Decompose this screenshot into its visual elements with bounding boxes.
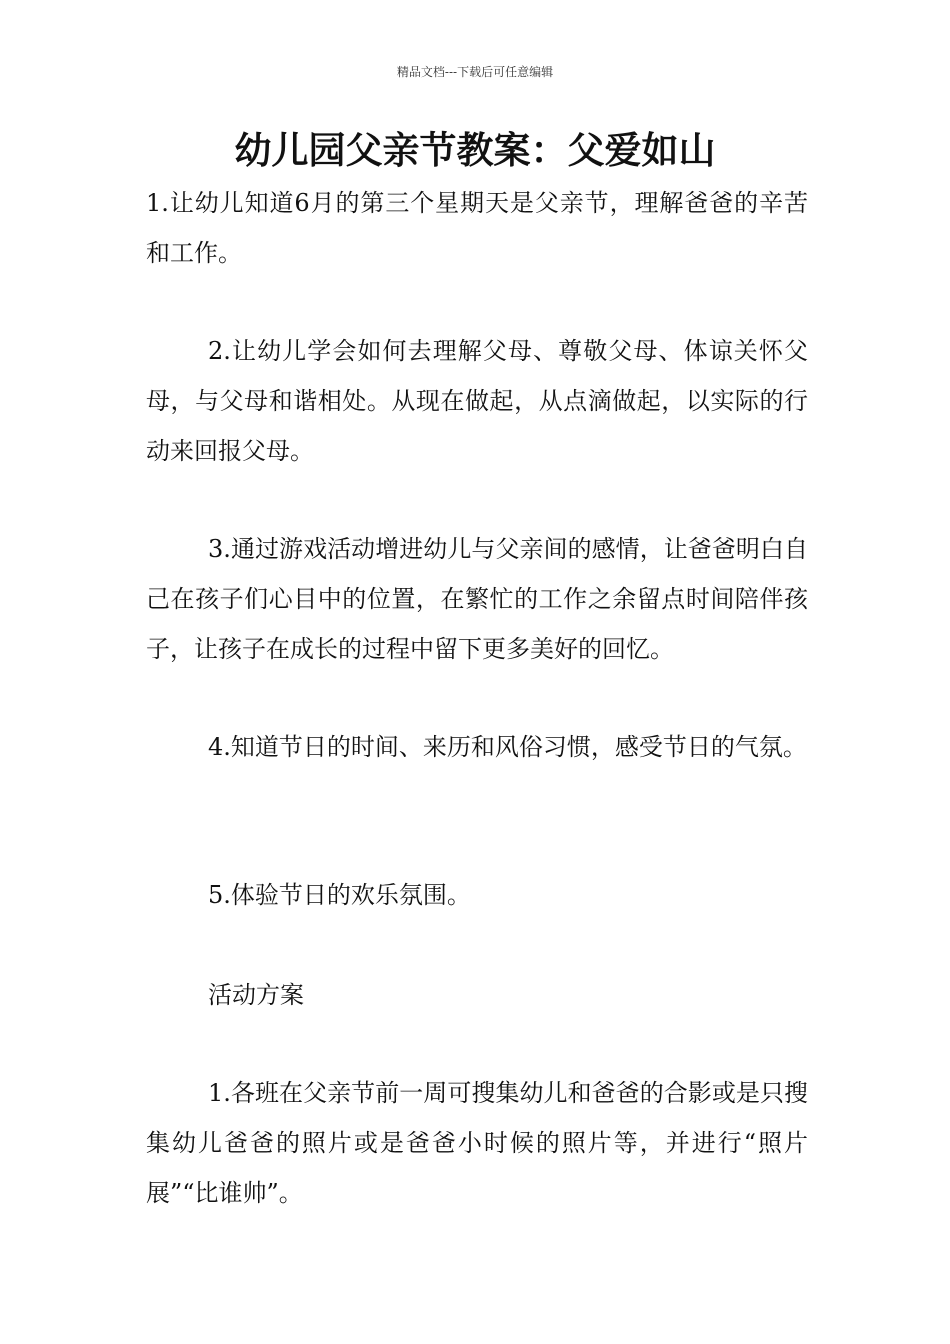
section-heading-activity-plan: 活动方案 [208, 981, 304, 1009]
paragraph-goal-4: 4.知道节日的时间、来历和风俗习惯，感受节日的气氛。 [208, 733, 807, 761]
document-title: 幼儿园父亲节教案：父爱如山 [234, 129, 716, 172]
paragraph-goal-1: 1.让幼儿知道6月的第三个星期天是父亲节，理解爸爸的辛苦和工作。 [146, 189, 808, 267]
page-header-note: 精品文档---下载后可任意编辑 [396, 65, 554, 79]
paragraph-activity-1: 1.各班在父亲节前一周可搜集幼儿和爸爸的合影或是只搜集幼儿爸爸的照片或是爸爸小时候的照片等，并进行“照片展”“比谁帅”。 [146, 1079, 808, 1207]
paragraph-goal-5: 5.体验节日的欢乐氛围。 [208, 881, 471, 909]
paragraph-goal-3: 3.通过游戏活动增进幼儿与父亲间的感情，让爸爸明白自己在孩子们心目中的位置，在繁忙的工作之余留点时间陪伴孩子，让孩子在成长的过程中留下更多美好的回忆。 [146, 535, 808, 663]
paragraph-goal-2: 2.让幼儿学会如何去理解父母、尊敬父母、体谅关怀父母，与父母和谐相处。从现在做起，从点滴做起，以实际的行动来回报父母。 [146, 337, 808, 465]
